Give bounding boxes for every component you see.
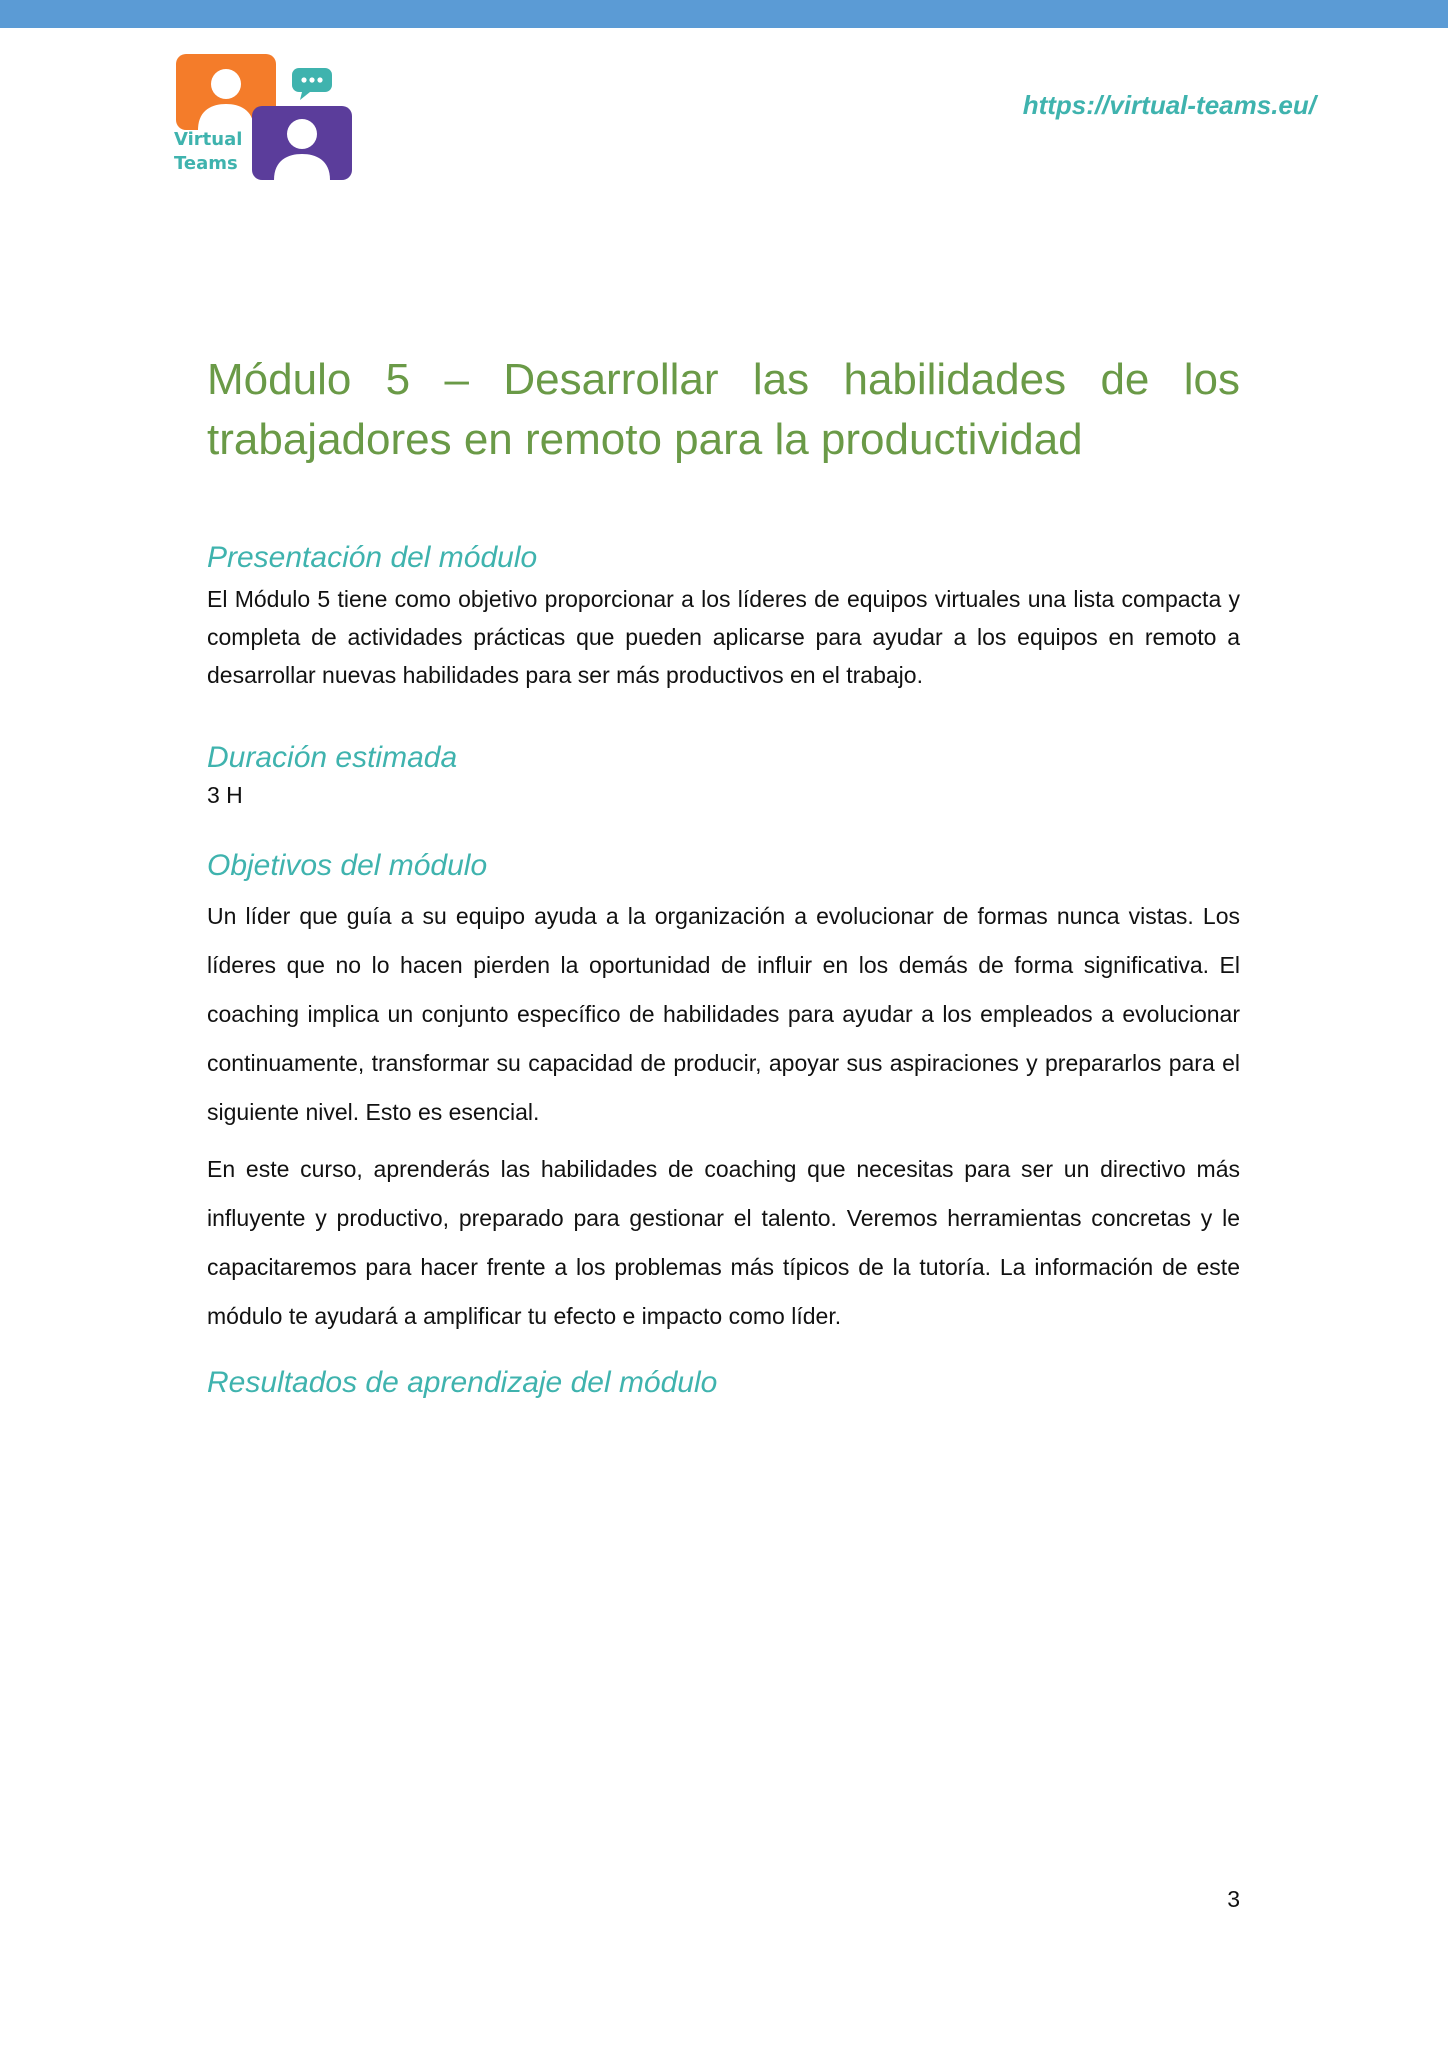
- document-title: Módulo 5 – Desarrollar las habilidades de los trabajadores en remoto para la productividad: [207, 355, 1240, 464]
- logo-text-line2: Teams: [174, 153, 238, 174]
- top-color-bar: [0, 0, 1448, 28]
- heading-duration: Duración estimada: [207, 741, 458, 774]
- objectives-paragraph-2: En este curso, aprenderás las habilidades de coaching que necesitas para ser un directivo más influyente y productivo, preparado para gestionar el talento. Veremos herramientas concretas y le capacitaremos para hacer frente a los problemas más típicos de la tutoría. La información de este módulo te ayudará a amplificar tu efecto e impacto como líder.: [207, 1156, 1240, 1329]
- logo-text: [174, 128, 242, 176]
- objectives-paragraph-1: Un líder que guía a su equipo ayuda a la organización a evolucionar de formas nunca vistas. Los líderes que no lo hacen pierden la oportunidad de influir en los demás de forma significativa. El coaching implica un conjunto específico de habilidades para ayudar a los empleados a evolucionar continuamente, transformar su capacidad de producir, apoyar sus aspiraciones y prepararlos para el siguiente nivel. Esto es esencial.: [207, 903, 1240, 1125]
- heading-learning-outcomes: Resultados de aprendizaje del módulo: [207, 1366, 718, 1399]
- logo-text-line1: Virtual: [174, 129, 243, 150]
- heading-presentation: Presentación del módulo: [207, 541, 538, 574]
- site-url-link[interactable]: https://virtual-teams.eu/: [1022, 90, 1316, 120]
- page-number: 3: [1227, 1886, 1240, 1912]
- heading-objectives: Objetivos del módulo: [207, 849, 488, 882]
- document-body: [207, 350, 1240, 1403]
- presentation-paragraph: El Módulo 5 tiene como objetivo proporcionar a los líderes de equipos virtuales una lista compacta y completa de actividades prácticas que pueden aplicarse para ayudar a los equipos en remoto a desarrollar nuevas habilidades para ser más productivos en el trabajo.: [207, 586, 1240, 688]
- duration-value: 3 H: [207, 782, 243, 808]
- virtual-teams-logo: [176, 52, 354, 182]
